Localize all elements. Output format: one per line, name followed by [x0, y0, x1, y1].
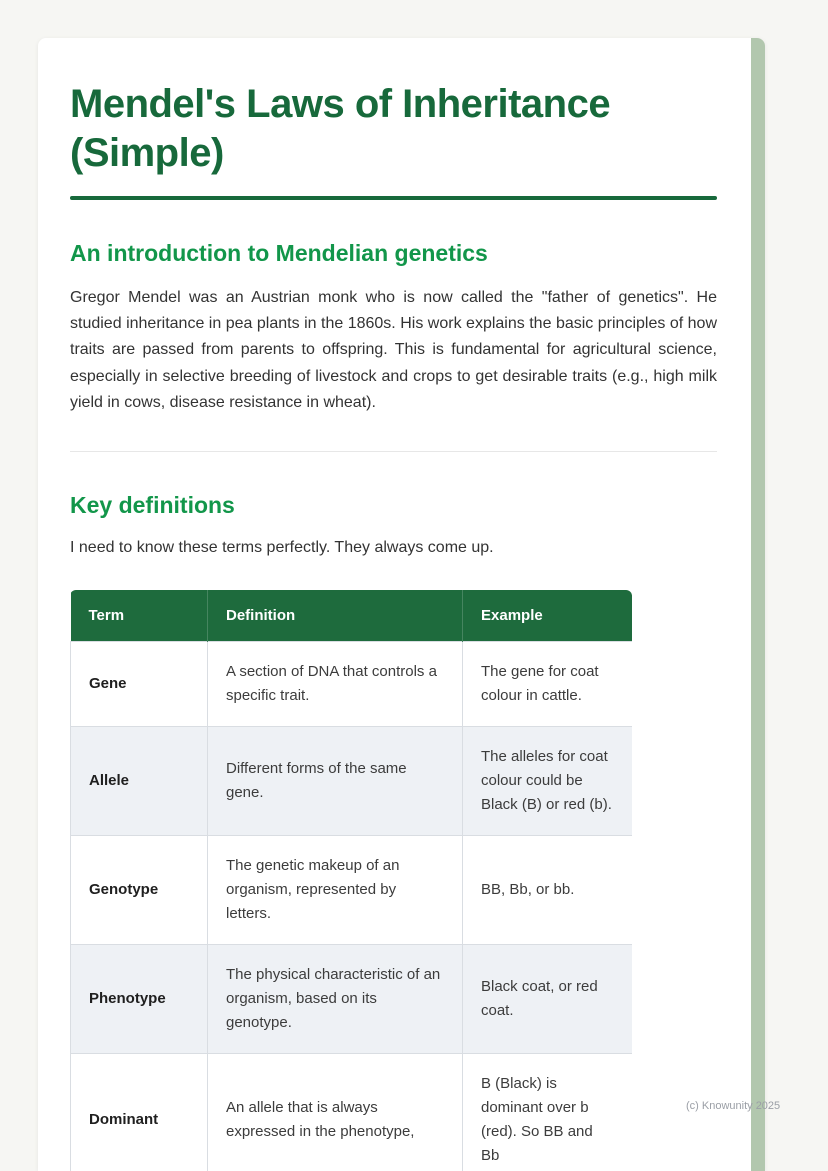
definition-cell: The physical characteristic of an organism, based on its genotype. [208, 945, 463, 1054]
introduction-paragraph: Gregor Mendel was an Austrian monk who is now called the "father of genetics". He studied inheritance in pea plants in the 1860s. His work explains the basic principles of how traits are passed from parents to offspring. This is fundamental for agricultural science, especially in selective breeding of livestock and crops to get desirable traits (e.g., high milk yield in cows, disease resistance in wheat). [70, 288, 717, 412]
definition-cell: An allele that is always expressed in the phenotype, [208, 1054, 463, 1171]
definition-cell: The genetic makeup of an organism, represented by letters. [208, 836, 463, 945]
table-row [71, 836, 633, 945]
term-cell: Allele [71, 727, 208, 836]
table-header-example: Example [463, 590, 633, 642]
example-cell: The gene for coat colour in cattle. [463, 642, 633, 727]
document-content [38, 38, 765, 1171]
table-row [71, 727, 633, 836]
document-sheet [38, 38, 765, 1171]
definition-cell: Different forms of the same gene. [208, 727, 463, 836]
section-divider [70, 451, 717, 452]
definition-cell: A section of DNA that controls a specific trait. [208, 642, 463, 727]
watermark-text: (c) Knowunity 2025 [686, 1100, 781, 1112]
table-row [71, 1054, 633, 1171]
page-edge-strip [751, 38, 765, 1171]
definitions-table [70, 590, 632, 1171]
section-heading-key-definitions: Key definitions [70, 491, 235, 518]
example-cell: Black coat, or red coat. [463, 945, 633, 1054]
table-header-term: Term [71, 590, 208, 642]
term-cell: Phenotype [71, 945, 208, 1054]
table-row [71, 642, 633, 727]
table-header-row [71, 590, 633, 642]
table-header-definition: Definition [208, 590, 463, 642]
term-cell: Dominant [71, 1054, 208, 1171]
term-cell: Gene [71, 642, 208, 727]
example-cell: The alleles for coat colour could be Black (B) or red (b). [463, 727, 633, 836]
section-heading-introduction: An introduction to Mendelian genetics [70, 239, 488, 266]
title-divider [70, 196, 717, 200]
example-cell: B (Black) is dominant over b (red). So BB and Bb [463, 1054, 633, 1171]
example-cell: BB, Bb, or bb. [463, 836, 633, 945]
definitions-table-wrapper [70, 590, 632, 1171]
table-row [71, 945, 633, 1054]
term-cell: Genotype [71, 836, 208, 945]
key-definitions-intro: I need to know these terms perfectly. They always come up. [70, 538, 494, 556]
page-title: Mendel's Laws of Inheritance (Simple) [70, 82, 611, 175]
